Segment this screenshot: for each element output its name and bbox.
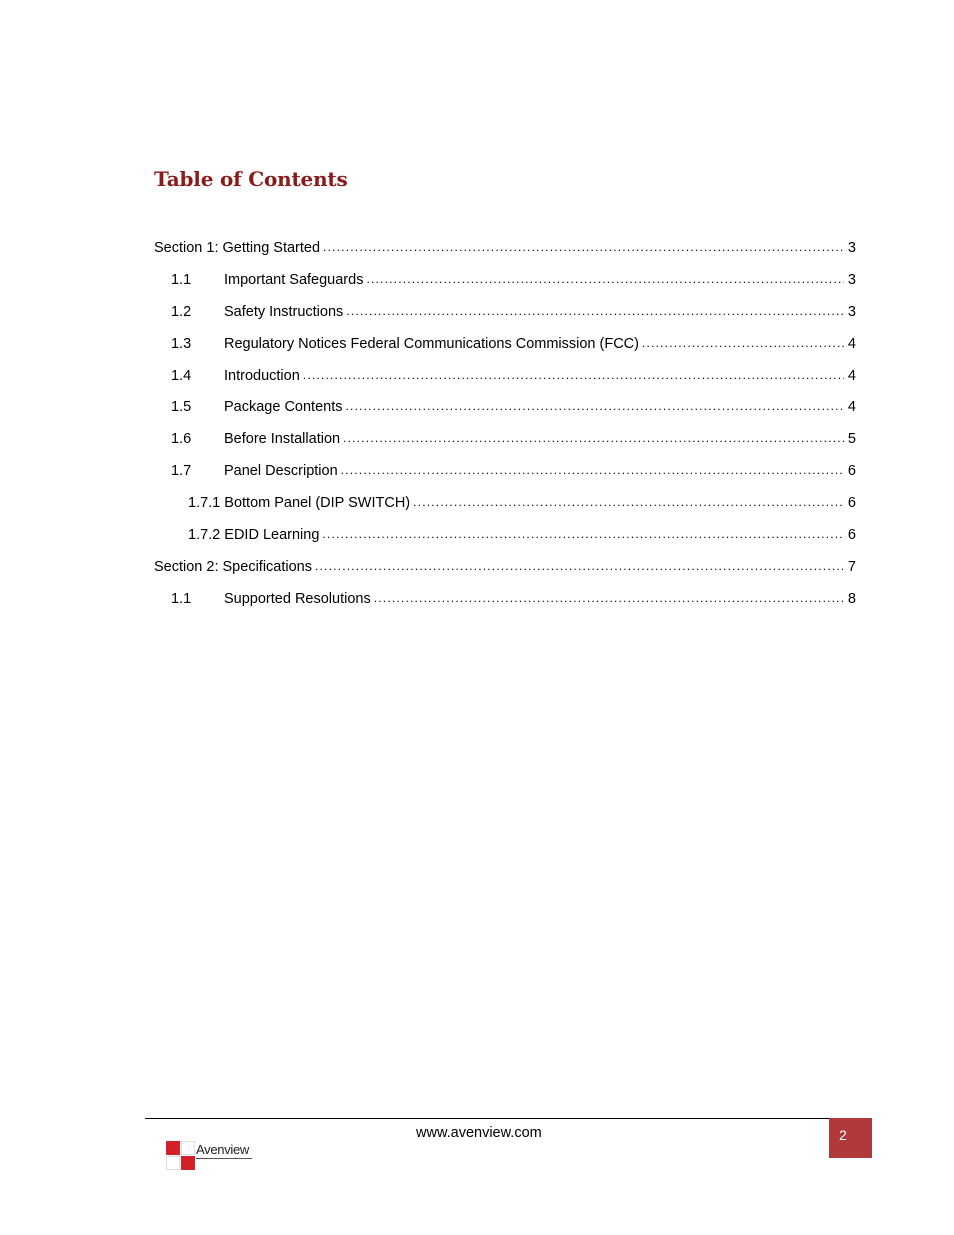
logo-underline [196,1158,252,1159]
toc-entry-page: 3 [847,303,856,320]
toc-entry-text: Section 2: Specifications [154,558,312,575]
toc-entry-page: 4 [847,399,856,416]
toc-entry-page: 4 [847,335,856,352]
toc-title: Table of Contents [154,167,348,191]
toc-list [154,236,856,619]
toc-entry-page: 6 [847,527,856,544]
toc-leader-dots [315,554,844,578]
toc-entry-text: Supported Resolutions [224,590,371,607]
toc-leader-dots [374,586,844,610]
page-number-badge [829,1118,872,1158]
toc-entry-page: 3 [847,240,856,256]
toc-entry-number: 1.1 [171,271,192,288]
toc-entry-text: Important Safeguards [224,271,364,288]
toc-entry-page: 6 [847,463,856,480]
toc-entry-text: Section 1: Getting Started [154,240,321,256]
toc-entry-page: 3 [847,271,856,288]
toc-leader-dots [366,267,844,291]
footer-website-link[interactable]: www.avenview.com [416,1125,542,1141]
toc-entry-text: Safety Instructions [224,303,344,320]
toc-entry-page: 5 [847,431,856,448]
toc-entry-text: Before Installation [224,431,341,448]
toc-entry-1-2[interactable] [154,300,856,332]
toc-leader-dots [343,426,844,450]
footer-divider [145,1118,829,1119]
toc-entry-text: 1.7.1 Bottom Panel (DIP SWITCH) [188,495,411,512]
toc-entry-1-7[interactable] [154,459,856,491]
page-number: 2 [839,1127,847,1143]
avenview-logo [163,1137,273,1183]
toc-entry-number: 1.2 [171,303,192,320]
toc-entry-text: 1.7.2 EDID Learning [188,527,320,544]
toc-entry-page: 8 [847,590,856,607]
toc-entry-page: 7 [847,558,856,575]
toc-entry-number: 1.7 [171,463,192,480]
toc-entry-section-1[interactable] [154,236,856,268]
logo-square-white-top [181,1141,195,1155]
logo-square-white-bottom [166,1156,180,1170]
toc-entry-1-4[interactable] [154,364,856,396]
toc-entry-number: 1.4 [171,367,192,384]
toc-leader-dots [346,394,845,418]
toc-entry-page: 4 [847,367,856,384]
toc-leader-dots [303,363,844,387]
toc-leader-dots [642,331,844,355]
toc-entry-text: Regulatory Notices Federal Communications Commission (FCC) [224,335,639,352]
logo-square-red-bottom [181,1156,195,1170]
toc-leader-dots [323,235,844,259]
toc-entry-1-6[interactable] [154,427,856,459]
toc-entry-2-1[interactable] [154,587,856,619]
toc-leader-dots [322,522,844,546]
toc-entry-1-3[interactable] [154,332,856,364]
toc-entry-section-2[interactable] [154,555,856,587]
logo-wordmark: Avenview [196,1142,250,1157]
toc-entry-1-1[interactable] [154,268,856,300]
toc-entry-text: Introduction [224,367,300,384]
toc-entry-1-7-2[interactable] [154,523,856,555]
toc-entry-number: 1.3 [171,335,192,352]
toc-entry-number: 1.1 [171,590,192,607]
toc-leader-dots [341,458,844,482]
toc-leader-dots [413,490,844,514]
toc-entry-page: 6 [847,495,856,512]
toc-entry-number: 1.5 [171,399,192,416]
toc-entry-1-7-1[interactable] [154,491,856,523]
toc-leader-dots [346,299,844,323]
toc-entry-text: Package Contents [224,399,343,416]
toc-entry-number: 1.6 [171,431,192,448]
toc-entry-1-5[interactable] [154,395,856,427]
logo-square-red-top [166,1141,180,1155]
toc-entry-text: Panel Description [224,463,338,480]
